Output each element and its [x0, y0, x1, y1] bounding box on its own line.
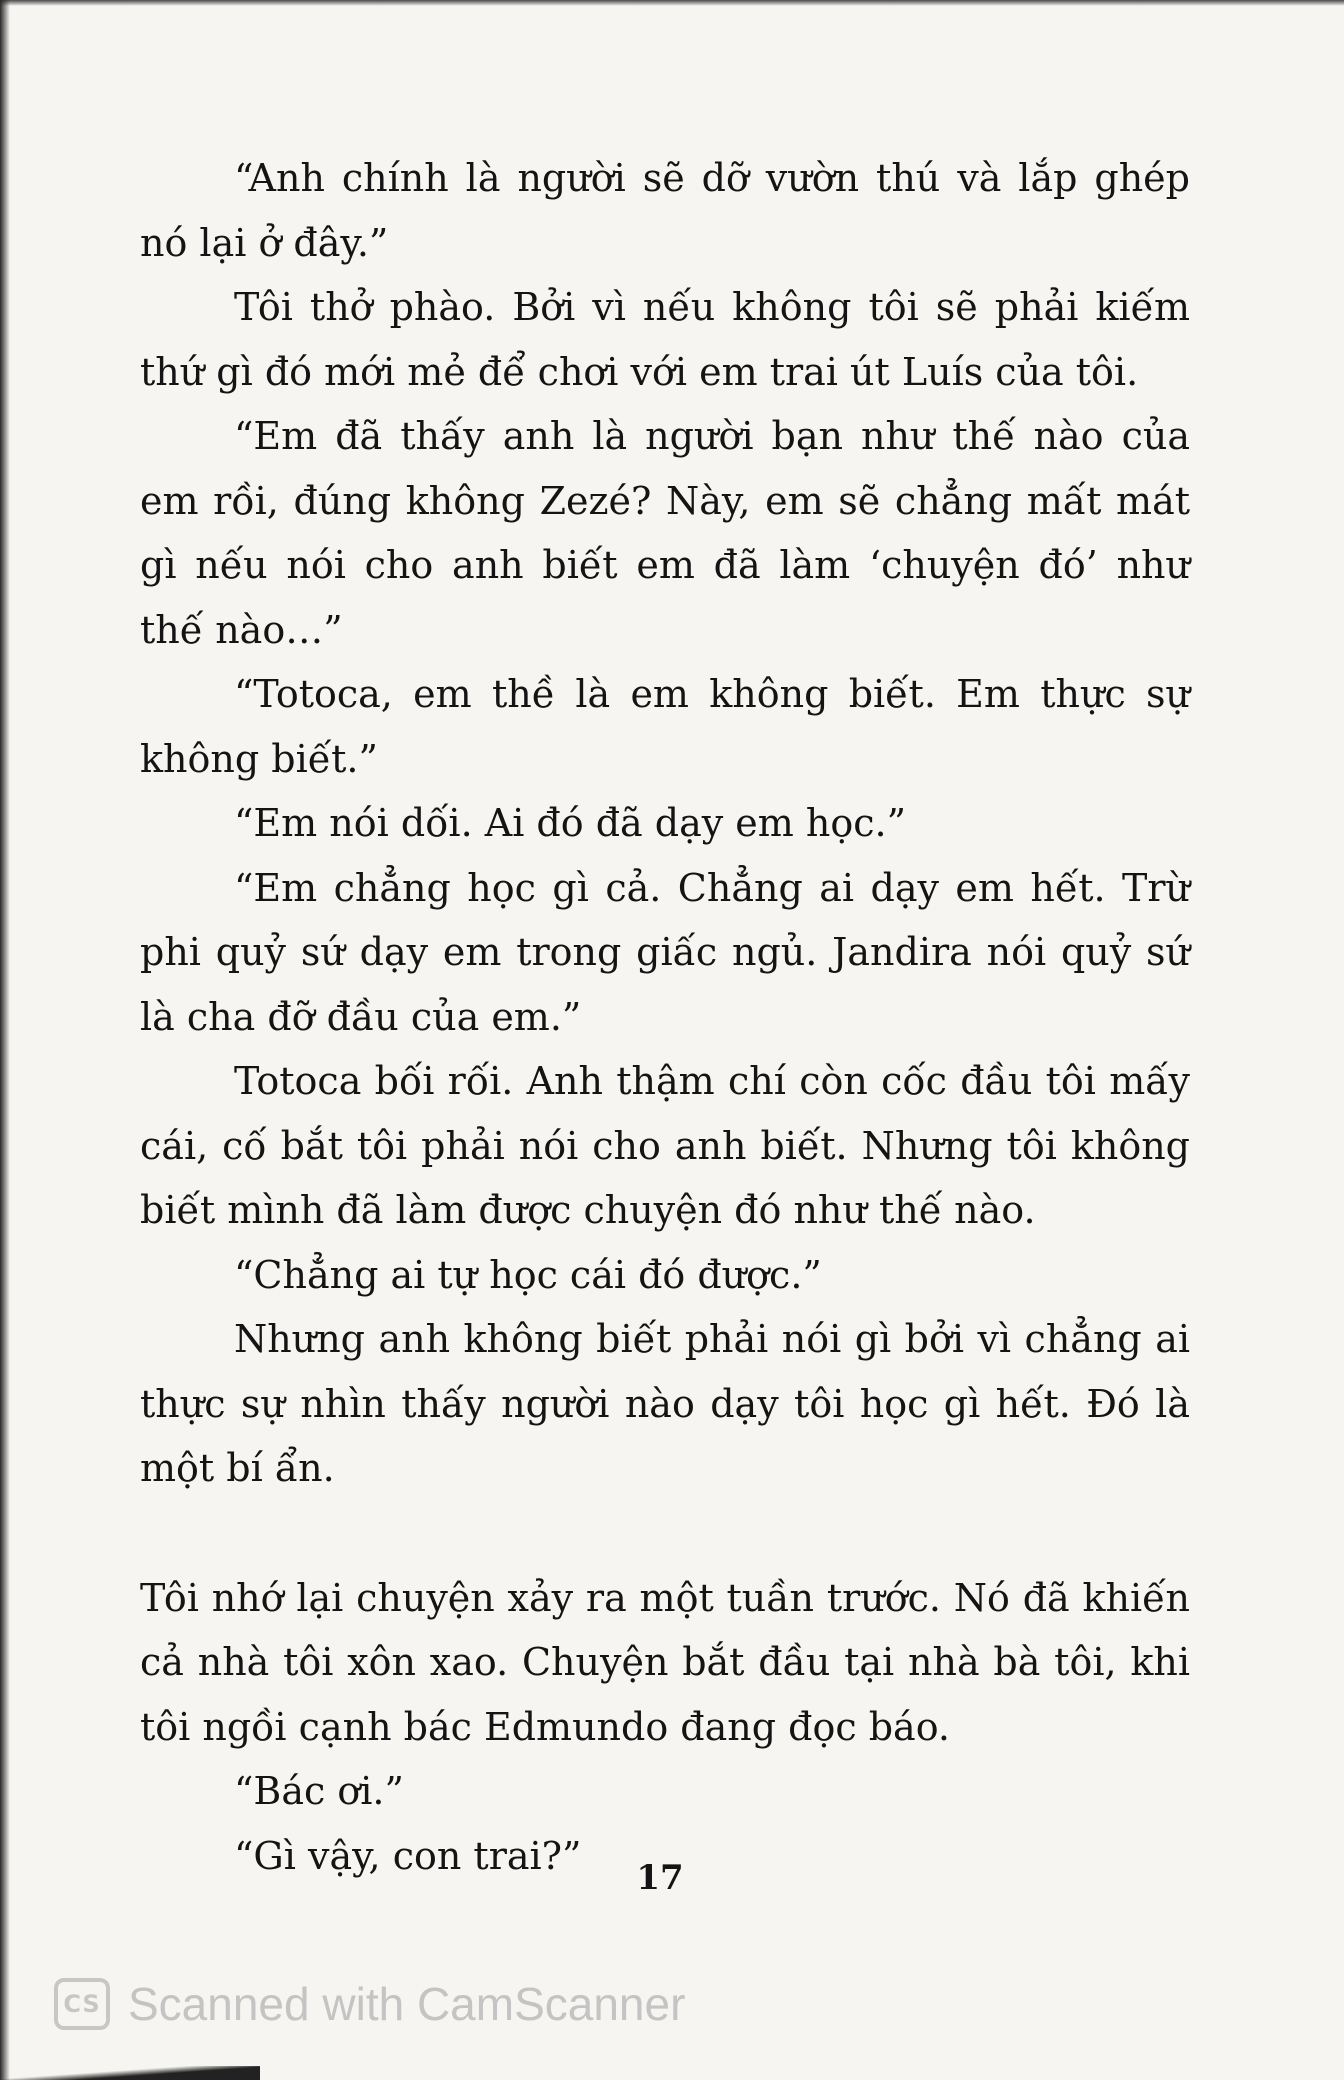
camscanner-watermark [54, 1972, 685, 2036]
page-left-shadow [0, 0, 10, 2080]
paragraph: “Totoca, em thề là em không biết. Em thực sự không biết.” [140, 672, 1190, 781]
paragraph: “Gì vậy, con trai?” [234, 1833, 582, 1878]
paragraph: “Anh chính là người sẽ dỡ vườn thú và lắp ghép nó lại ở đây.” [140, 156, 1190, 265]
page-bottom-shadow [0, 2066, 260, 2080]
paragraph: “Em nói dối. Ai đó đã dạy em học.” [234, 801, 907, 845]
paragraph: Tôi thở phào. Bởi vì nếu không tôi sẽ phải kiếm thứ gì đó mới mẻ để chơi với em trai út Luís của tôi. [140, 285, 1190, 394]
book-text [140, 146, 1190, 1888]
paragraph: Nhưng anh không biết phải nói gì bởi vì chẳng ai thực sự nhìn thấy người nào dạy tôi học gì hết. Đó là một bí ẩn. [140, 1317, 1190, 1490]
paragraph: “Chẳng ai tự học cái đó được.” [234, 1252, 822, 1297]
paragraph: “Em chẳng học gì cả. Chẳng ai dạy em hết. Trừ phi quỷ sứ dạy em trong giấc ngủ. Jandira nói quỷ sứ là cha đỡ đầu của em.” [140, 865, 1190, 1039]
page-number: 17 [636, 1858, 684, 1898]
paragraph: “Bác ơi.” [234, 1769, 404, 1813]
paragraph: “Em đã thấy anh là người bạn như thế nào của em rồi, đúng không Zezé? Này, em sẽ chẳng mất mát gì nếu nói cho anh biết em đã làm ‘chuyện đó’ như thế nào…” [140, 414, 1190, 652]
paragraph: Tôi nhớ lại chuyện xảy ra một tuần trước. Nó đã khiến cả nhà tôi xôn xao. Chuyện bắt đầu tại nhà bà tôi, khi tôi ngồi cạnh bác Edmundo đang đọc báo. [140, 1575, 1190, 1749]
paragraph: Totoca bối rối. Anh thậm chí còn cốc đầu tôi mấy cái, cố bắt tôi phải nói cho anh biết. Nhưng tôi không biết mình đã làm được chuyện đó như thế nào. [140, 1059, 1190, 1232]
watermark-text: Scanned with CamScanner [128, 1978, 686, 2030]
section-break [140, 1501, 1190, 1566]
camscanner-logo-icon: CS [54, 1978, 110, 2030]
page-top-shadow [0, 0, 1344, 6]
